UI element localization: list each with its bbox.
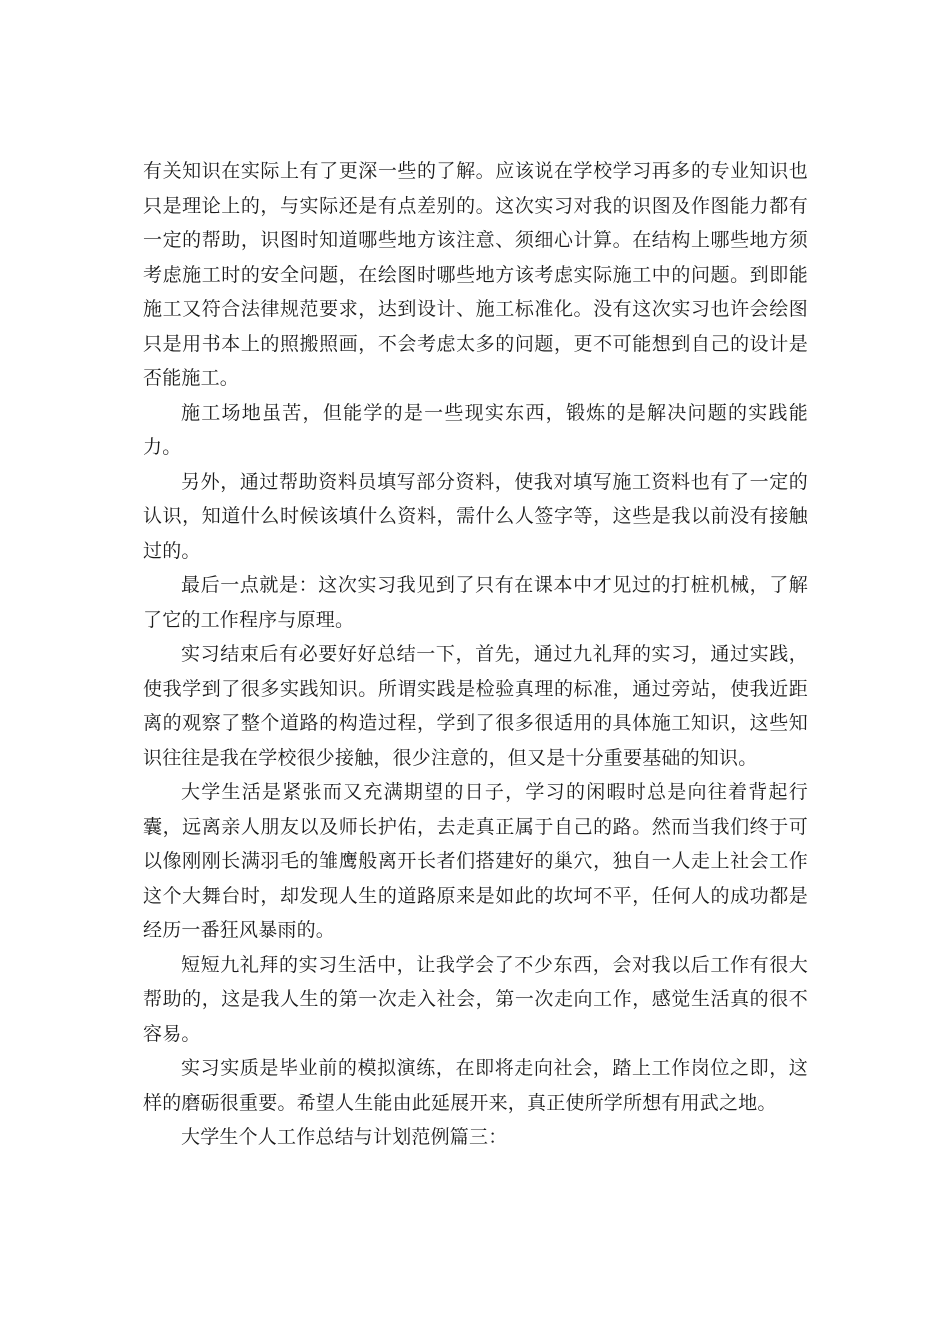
paragraph-6: 大学生活是紧张而又充满期望的日子，学习的闲暇时总是向往着背起行囊，远离亲人朋友以及师长护佑，去走真正属于自己的路。然而当我们终于可以像刚刚长满羽毛的雏鹰般离开长者们搭建好的巢穴，独自一人走上社会工作这个大舞台时，却发现人生的道路原来是如此的坎坷不平，任何人的成功都是经历一番狂风暴雨的。	[143, 781, 808, 941]
paragraph-1: 有关知识在实际上有了更深一些的了解。应该说在学校学习再多的专业知识也只是理论上的，与实际还是有点差别的。这次实习对我的识图及作图能力都有一定的帮助，识图时知道哪些地方该注意、须细心计算。在结构上哪些地方须考虑施工时的安全问题，在绘图时哪些地方该考虑实际施工中的问题。到即能施工又符合法律规范要求，达到设计、施工标准化。没有这次实习也许会绘图只是用书本上的照搬照画，不会考虑太多的问题，更不可能想到自己的设计是否能施工。	[143, 160, 808, 389]
paragraph-4: 最后一点就是：这次实习我见到了只有在课本中才见过的打桩机械，了解了它的工作程序与原理。	[143, 574, 808, 631]
paragraph-3: 另外，通过帮助资料员填写部分资料，使我对填写施工资料也有了一定的认识，知道什么时候该填什么资料，需什么人签字等，这些是我以前没有接触过的。	[143, 470, 808, 562]
paragraph-5: 实习结束后有必要好好总结一下，首先，通过九礼拜的实习，通过实践，使我学到了很多实践知识。所谓实践是检验真理的标准，通过旁站，使我近距离的观察了整个道路的构造过程，学到了很多很适用的具体施工知识，这些知识往往是我在学校很少接触，很少注意的，但又是十分重要基础的知识。	[143, 643, 808, 769]
section-heading: 大学生个人工作总结与计划范例篇三：	[181, 1126, 508, 1148]
paragraph-7: 短短九礼拜的实习生活中，让我学会了不少东西，会对我以后工作有很大帮助的，这是我人生的第一次走入社会，第一次走向工作，感觉生活真的很不容易。	[143, 953, 808, 1045]
paragraph-2: 施工场地虽苦，但能学的是一些现实东西，锻炼的是解决问题的实践能力。	[143, 401, 808, 458]
document-body	[143, 154, 808, 1155]
paragraph-8: 实习实质是毕业前的模拟演练，在即将走向社会，踏上工作岗位之即，这样的磨砺很重要。希望人生能由此延展开来，真正使所学所想有用武之地。	[143, 1057, 808, 1114]
